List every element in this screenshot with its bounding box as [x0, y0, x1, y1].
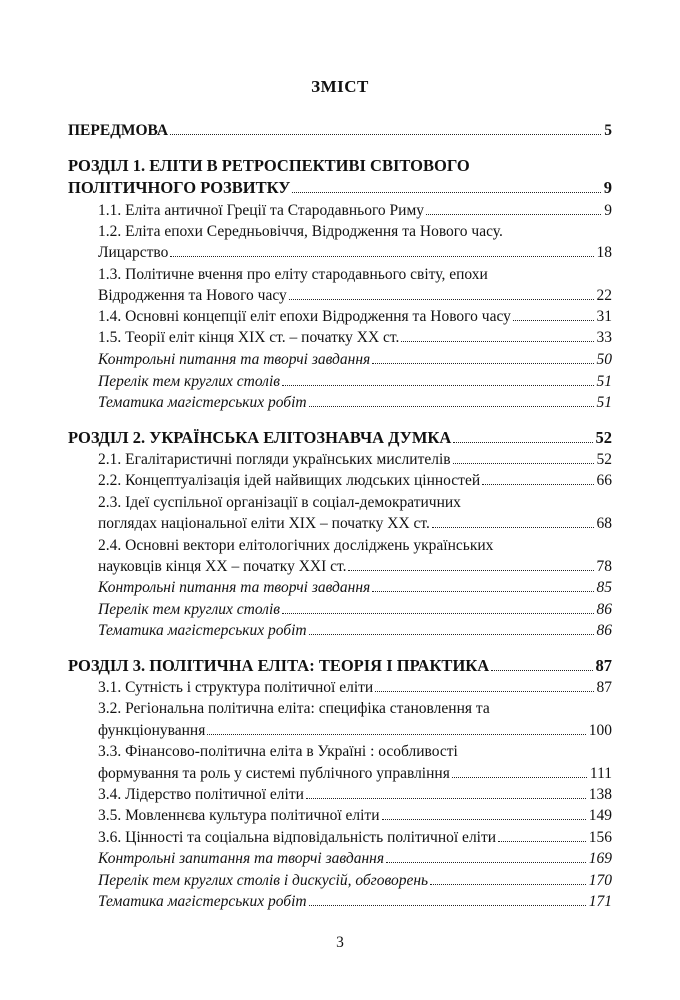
leader-dots: [348, 570, 593, 571]
leader-dots: [491, 670, 592, 671]
section-1-heading: РОЗДІЛ 1. ЕЛІТИ В РЕТРОСПЕКТИВІ СВІТОВОГО: [68, 156, 470, 175]
toc-entry-3-roundtables: [98, 871, 612, 891]
toc-entry-text: функціонування: [98, 722, 206, 739]
toc-entry-text: Контрольні запитання та творчі завдання: [98, 850, 385, 867]
toc-entry-2-3-line1: 2.3. Ідеї суспільної організації в соціал-демократичних: [98, 494, 461, 511]
toc-page-number: 87: [596, 679, 612, 696]
toc-page-number: 52: [596, 451, 612, 468]
toc-page-number: 50: [596, 351, 612, 368]
toc-page-number: 78: [596, 558, 612, 575]
toc-entry-text: 1.1. Еліта античної Греції та Стародавнього Риму: [98, 202, 425, 219]
leader-dots: [207, 734, 585, 735]
toc-entry-1-3-line1: 1.3. Політичне вчення про еліту стародавнього світу, епохи: [98, 266, 488, 283]
section-2-heading: [68, 428, 612, 448]
toc-entry-text: 3.5. Мовленнєва культура політичної еліти: [98, 807, 380, 824]
leader-dots: [386, 862, 586, 863]
toc-entry-text: Контрольні питання та творчі завдання: [98, 579, 371, 596]
toc-entry-3-questions: [98, 849, 612, 869]
leader-dots: [432, 527, 594, 528]
leader-dots: [498, 841, 586, 842]
toc-page-number: 66: [596, 472, 612, 489]
page-number: 3: [336, 934, 344, 951]
toc-page-number: 100: [588, 722, 612, 739]
toc-entry-1-masters: [98, 393, 612, 413]
toc-page-number: 33: [596, 329, 612, 346]
toc-entry-text: ПЕРЕДМОВА: [68, 122, 169, 139]
leader-dots: [309, 905, 586, 906]
leader-dots: [282, 385, 594, 386]
toc-entry-text: Відродження та Нового часу: [98, 287, 287, 304]
leader-dots: [453, 463, 594, 464]
toc-entry-1-4: [98, 307, 612, 327]
toc-entry-1-2-line1: 1.2. Еліта епохи Середньовіччя, Відродження та Нового часу.: [98, 223, 503, 240]
toc-entry-text: 3.1. Сутність і структура політичної еліти: [98, 679, 374, 696]
leader-dots: [372, 591, 593, 592]
toc-entry-text: 2.2. Концептуалізація ідей найвищих людських цінностей: [98, 472, 481, 489]
toc-page-number: 52: [595, 428, 612, 447]
leader-dots: [513, 320, 594, 321]
toc-page-number: 138: [588, 786, 612, 803]
toc-entry-2-3: [98, 514, 612, 534]
toc-entry-text: 3.6. Цінності та соціальна відповідальність політичної еліти: [98, 829, 497, 846]
toc-page-number: 149: [588, 807, 612, 824]
toc-entry-text: РОЗДІЛ 3. ПОЛІТИЧНА ЕЛІТА: ТЕОРІЯ І ПРАКТИКА: [68, 656, 490, 675]
toc-entry-2-masters: [98, 621, 612, 641]
toc-entry-text: 1.4. Основні концепції еліт епохи Відродження та Нового часу: [98, 308, 511, 325]
toc-entry-3-6: [98, 828, 612, 848]
leader-dots: [426, 214, 601, 215]
toc-entry-3-2: [98, 721, 612, 741]
leader-dots: [372, 363, 593, 364]
toc-entry-3-masters: [98, 892, 612, 912]
toc-page-number: 31: [596, 308, 612, 325]
toc-page-number: 87: [595, 656, 612, 675]
toc-entry-text: Тематика магістерських робіт: [98, 622, 307, 639]
leader-dots: [170, 134, 601, 135]
toc-page-number: 18: [596, 244, 612, 261]
section-3-heading: [68, 656, 612, 676]
toc-page-number: 156: [588, 829, 612, 846]
leader-dots: [482, 484, 593, 485]
toc-entry-3-3: [98, 764, 612, 784]
toc-entry-2-roundtables: [98, 600, 612, 620]
toc-entry-2-2: [98, 471, 612, 491]
leader-dots: [282, 613, 594, 614]
page-title: ЗМІСТ: [311, 77, 369, 96]
toc-entry-text: 2.1. Егалітаристичні погляди українських мислителів: [98, 451, 451, 468]
leader-dots: [170, 256, 593, 257]
leader-dots: [309, 634, 594, 635]
toc-page-number: 86: [596, 601, 612, 618]
toc-entry-1-5: [98, 328, 612, 348]
toc-page-number: 51: [596, 373, 612, 390]
toc-entry-1-1: [98, 201, 612, 221]
toc-entry-2-1: [98, 450, 612, 470]
toc-page-number: 9: [604, 202, 612, 219]
toc-preface: [68, 121, 612, 141]
leader-dots: [430, 884, 586, 885]
toc-entry-text: ПОЛІТИЧНОГО РОЗВИТКУ: [68, 178, 291, 197]
leader-dots: [289, 299, 594, 300]
toc-page-number: 86: [596, 622, 612, 639]
leader-dots: [309, 406, 594, 407]
leader-dots: [375, 691, 593, 692]
toc-page-number: 5: [604, 122, 612, 139]
toc-entry-text: Перелік тем круглих столів: [98, 373, 280, 390]
toc-entry-text: Лицарство: [98, 244, 169, 261]
toc-entry-text: Перелік тем круглих столів: [98, 601, 280, 618]
leader-dots: [452, 777, 587, 778]
toc-entry-text: науковців кінця XX – початку XXI ст.: [98, 558, 347, 575]
toc-page-number: 85: [596, 579, 612, 596]
toc-entry-text: 1.5. Теорії еліт кінця XIX ст. – початку XX ст.: [98, 329, 400, 346]
leader-dots: [453, 442, 592, 443]
toc-page-number: 51: [596, 394, 612, 411]
toc-entry-text: Тематика магістерських робіт: [98, 394, 307, 411]
toc-entry-1-roundtables: [98, 372, 612, 392]
leader-dots: [401, 341, 593, 342]
toc-entry-3-5: [98, 806, 612, 826]
toc-entry-3-2-line1: 3.2. Регіональна політична еліта: специфіка становлення та: [98, 700, 490, 717]
toc-page-number: 22: [596, 287, 612, 304]
toc-page-number: 111: [589, 765, 612, 782]
toc-page-number: 9: [603, 178, 612, 197]
toc-entry-text: Тематика магістерських робіт: [98, 893, 307, 910]
toc-entry-1-2: [98, 243, 612, 263]
toc-entry-3-4: [98, 785, 612, 805]
toc-page-number: 169: [588, 850, 612, 867]
leader-dots: [292, 192, 600, 193]
toc-entry-1-3: [98, 286, 612, 306]
toc-entry-3-1: [98, 678, 612, 698]
toc-page-number: 68: [596, 515, 612, 532]
toc-page-number: 170: [588, 872, 612, 889]
leader-dots: [382, 819, 586, 820]
toc-entry-2-4: [98, 557, 612, 577]
section-1-heading-line2: [68, 178, 612, 198]
toc-entry-2-4-line1: 2.4. Основні вектори елітологічних досліджень українських: [98, 537, 494, 554]
toc-entry-text: РОЗДІЛ 2. УКРАЇНСЬКА ЕЛІТОЗНАВЧА ДУМКА: [68, 428, 452, 447]
toc-entry-2-questions: [98, 578, 612, 598]
toc-entry-text: формування та роль у системі публічного управління: [98, 765, 450, 782]
toc-entry-text: поглядах національної еліти XIX – початку XX ст.: [98, 515, 430, 532]
toc-entry-3-3-line1: 3.3. Фінансово-політична еліта в Україні : особливості: [98, 743, 458, 760]
toc-entry-text: 3.4. Лідерство політичної еліти: [98, 786, 304, 803]
leader-dots: [306, 798, 586, 799]
toc-entry-text: Перелік тем круглих столів і дискусій, обговорень: [98, 872, 429, 889]
toc-page-number: 171: [588, 893, 612, 910]
toc-entry-1-questions: [98, 350, 612, 370]
toc-entry-text: Контрольні питання та творчі завдання: [98, 351, 371, 368]
